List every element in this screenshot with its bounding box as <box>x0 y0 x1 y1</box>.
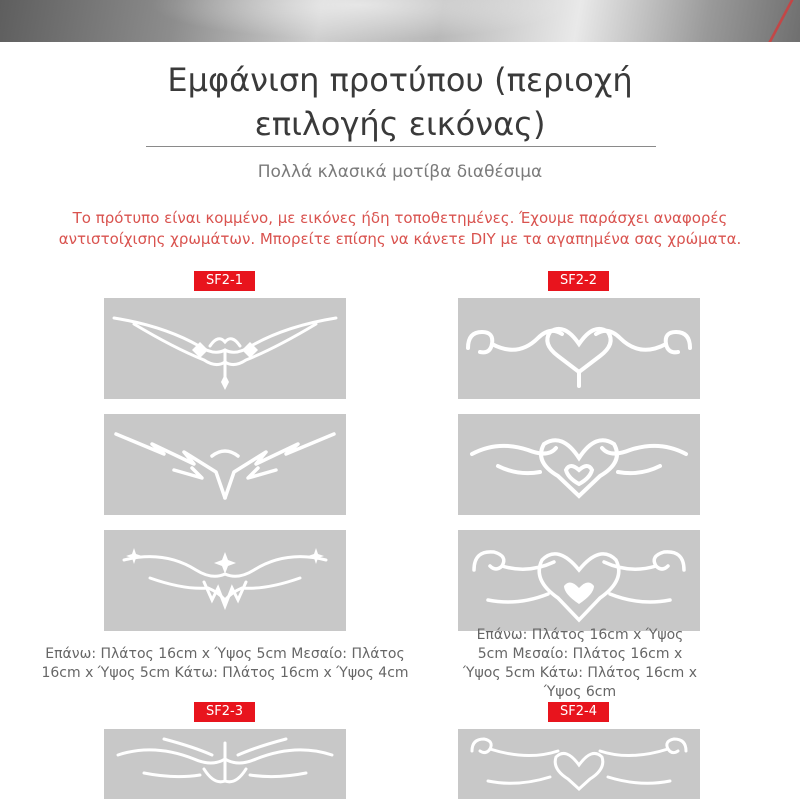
design-image-scroll-heart[interactable] <box>458 298 700 399</box>
butterfly-tribal-motif <box>104 729 346 799</box>
design-image-ornate-heart[interactable] <box>458 414 700 515</box>
title-divider <box>146 146 656 147</box>
set-code-tag-sf2-2: SF2-2 <box>548 271 609 291</box>
page-title: Εμφάνιση προτύπου (περιοχή επιλογής εικόνας) <box>167 61 633 143</box>
set-code-tag-sf2-1: SF2-1 <box>194 271 255 291</box>
set-code-tag-sf2-4: SF2-4 <box>548 702 609 722</box>
swirl-heart-motif <box>458 530 700 631</box>
spiky-tribal-motif <box>104 414 346 515</box>
tribal-wings-motif <box>104 298 346 399</box>
size-caption-sf2-2: Επάνω: Πλάτος 16cm x Ύψος 5cm Μεσαίο: Πλάτος 16cm x Ύψος 5cm Κάτω: Πλάτος 16cm x Ύψος 6cm <box>462 627 698 700</box>
design-image-curl-heart[interactable] <box>458 729 700 799</box>
hero-banner-image <box>0 0 800 42</box>
ornate-heart-motif <box>458 414 700 515</box>
page-subtitle: Πολλά κλασικά μοτίβα διαθέσιμα <box>257 162 543 182</box>
star-tribal-motif <box>104 530 346 631</box>
scroll-heart-motif <box>458 298 700 399</box>
design-image-butterfly-tribal[interactable] <box>104 729 346 799</box>
set-code-tag-sf2-3: SF2-3 <box>194 702 255 722</box>
banner-highlight <box>150 0 570 40</box>
design-image-tribal-wings[interactable] <box>104 298 346 399</box>
size-caption-sf2-1: Επάνω: Πλάτος 16cm x Ύψος 5cm Μεσαίο: Πλάτος 16cm x Ύψος 5cm Κάτω: Πλάτος 16cm x Ύψος 4cm <box>41 646 409 681</box>
design-image-swirl-heart[interactable] <box>458 530 700 631</box>
banner-red-stroke <box>674 0 799 42</box>
template-note: Το πρότυπο είναι κομμένο, με εικόνες ήδη τοποθετημένες. Έχουμε παράσχει αναφορές αντιστοίχισης χρωμάτων. Μπορείτε επίσης να κάνετε DIY με τα αγαπημένα σας χρώματα. <box>58 209 742 248</box>
design-image-star-tribal[interactable] <box>104 530 346 631</box>
design-image-spiky-tribal[interactable] <box>104 414 346 515</box>
curl-heart-motif <box>458 729 700 799</box>
